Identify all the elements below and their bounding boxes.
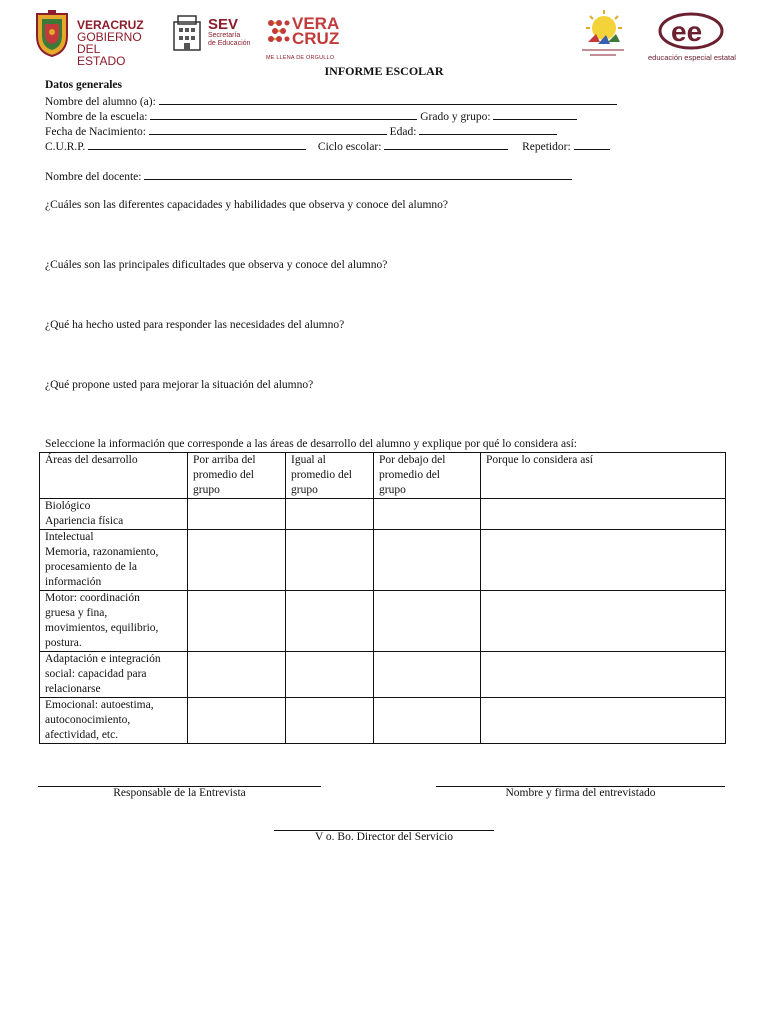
cell-reason[interactable]	[481, 652, 726, 698]
director-signature-label: V o. Bo. Director del Servicio	[314, 831, 454, 843]
sev-emblem-icon	[172, 14, 202, 52]
cell-above[interactable]	[188, 591, 286, 652]
veracruz-logo-line1: VERA	[292, 14, 340, 33]
row-intellectual: Intelectual Memoria, razonamiento, procesamiento de la información	[40, 530, 188, 591]
form-title: INFORME ESCOLAR	[324, 64, 444, 78]
ee-emblem-icon	[658, 12, 724, 50]
school-year-label: Ciclo escolar:	[317, 141, 382, 153]
header-areas: Áreas del desarrollo	[40, 453, 188, 499]
question-actions: ¿Qué ha hecho usted para responder las necesidades del alumno?	[45, 319, 345, 331]
veracruz-logo-tagline: ME LLENA DE ORGULLO	[266, 55, 335, 61]
teacher-name-field[interactable]	[144, 168, 572, 180]
cell-below[interactable]	[374, 652, 481, 698]
question-proposal: ¿Qué propone usted para mejorar la situación del alumno?	[45, 379, 314, 391]
cell-below[interactable]	[374, 499, 481, 530]
row-motor: Motor: coordinación gruesa y fina, movimientos, equilibrio, postura.	[40, 591, 188, 652]
interviewer-signature-label: Responsable de la Entrevista	[113, 787, 246, 799]
teacher-name-label: Nombre del docente:	[45, 171, 142, 183]
age-field[interactable]	[419, 123, 557, 135]
birth-date-field[interactable]	[149, 123, 387, 135]
veracruz-logo-line2: CRUZ	[292, 29, 340, 48]
grade-group-label: Grado y grupo:	[420, 111, 491, 123]
sev-logo-title: SEV	[208, 16, 239, 33]
question-difficulties: ¿Cuáles son las principales dificultades que observa y conoce del alumno?	[45, 259, 388, 271]
svg-text:ee: ee	[671, 16, 703, 47]
ee-logo-caption: educación especial estatal	[648, 53, 736, 62]
cell-above[interactable]	[188, 530, 286, 591]
student-name-field[interactable]	[159, 93, 617, 105]
gob-logo-line2: GOBIERNO	[77, 30, 142, 44]
ee-logo	[648, 12, 736, 62]
table-header-row	[40, 453, 726, 499]
veracruz-orgullo-logo	[266, 14, 346, 64]
header-above-average: Por arriba del promedio del grupo	[188, 453, 286, 499]
cell-equal[interactable]	[286, 591, 374, 652]
birth-date-label: Fecha de Nacimiento:	[45, 126, 146, 138]
development-areas-table	[39, 452, 726, 744]
curp-label: C.U.R.P.	[45, 141, 86, 153]
special-education-sun-icon	[578, 8, 628, 60]
cell-reason[interactable]	[481, 698, 726, 744]
table-row	[40, 698, 726, 744]
table-instructions: Seleccione la información que corresponde a las áreas de desarrollo del alumno y explique por qué lo considera así:	[45, 438, 577, 450]
question-capacities: ¿Cuáles son las diferentes capacidades y habilidades que observa y conoce del alumno?	[45, 199, 448, 211]
interviewee-signature-label: Nombre y firma del entrevistado	[505, 787, 656, 799]
cell-below[interactable]	[374, 591, 481, 652]
header-reason: Porque lo considera así	[481, 453, 726, 499]
table-row	[40, 591, 726, 652]
sev-logo-sub2: de Educación	[208, 40, 251, 47]
flower-pattern-icon	[266, 18, 290, 48]
cell-equal[interactable]	[286, 499, 374, 530]
repeater-label: Repetidor:	[522, 141, 571, 153]
cell-above[interactable]	[188, 499, 286, 530]
grade-group-field[interactable]	[493, 108, 577, 120]
row-biological: Biológico Apariencia física	[40, 499, 188, 530]
teacher-row	[45, 168, 572, 185]
table-row	[40, 652, 726, 698]
table-row	[40, 499, 726, 530]
table-row	[40, 530, 726, 591]
cell-reason[interactable]	[481, 591, 726, 652]
school-name-label: Nombre de la escuela:	[45, 111, 148, 123]
gobierno-veracruz-logo	[33, 10, 144, 68]
student-name-label: Nombre del alumno (a):	[45, 96, 156, 108]
section-heading: Datos generales	[45, 79, 122, 91]
cell-reason[interactable]	[481, 530, 726, 591]
gob-logo-line3: DEL ESTADO	[77, 42, 126, 68]
cell-equal[interactable]	[286, 530, 374, 591]
cell-below[interactable]	[374, 530, 481, 591]
curp-row	[45, 138, 610, 155]
cell-equal[interactable]	[286, 698, 374, 744]
sev-logo	[172, 14, 252, 54]
header-below-average: Por debajo del promedio del grupo	[374, 453, 481, 499]
veracruz-shield-icon	[33, 10, 71, 58]
school-name-field[interactable]	[150, 108, 417, 120]
cell-below[interactable]	[374, 698, 481, 744]
sev-logo-sub1: Secretaría	[208, 32, 241, 39]
gob-logo-line1: VERACRUZ	[77, 18, 144, 32]
curp-field[interactable]	[88, 138, 306, 150]
school-year-field[interactable]	[384, 138, 508, 150]
cell-equal[interactable]	[286, 652, 374, 698]
cell-reason[interactable]	[481, 499, 726, 530]
row-emotional: Emocional: autoestima, autoconocimiento, afectividad, etc.	[40, 698, 188, 744]
age-label: Edad:	[389, 126, 417, 138]
cell-above[interactable]	[188, 652, 286, 698]
row-social-adaptation: Adaptación e integración social: capacidad para relacionarse	[40, 652, 188, 698]
repeater-field[interactable]	[574, 138, 610, 150]
cell-above[interactable]	[188, 698, 286, 744]
header-logos	[0, 0, 768, 66]
header-equal-average: Igual al promedio del grupo	[286, 453, 374, 499]
